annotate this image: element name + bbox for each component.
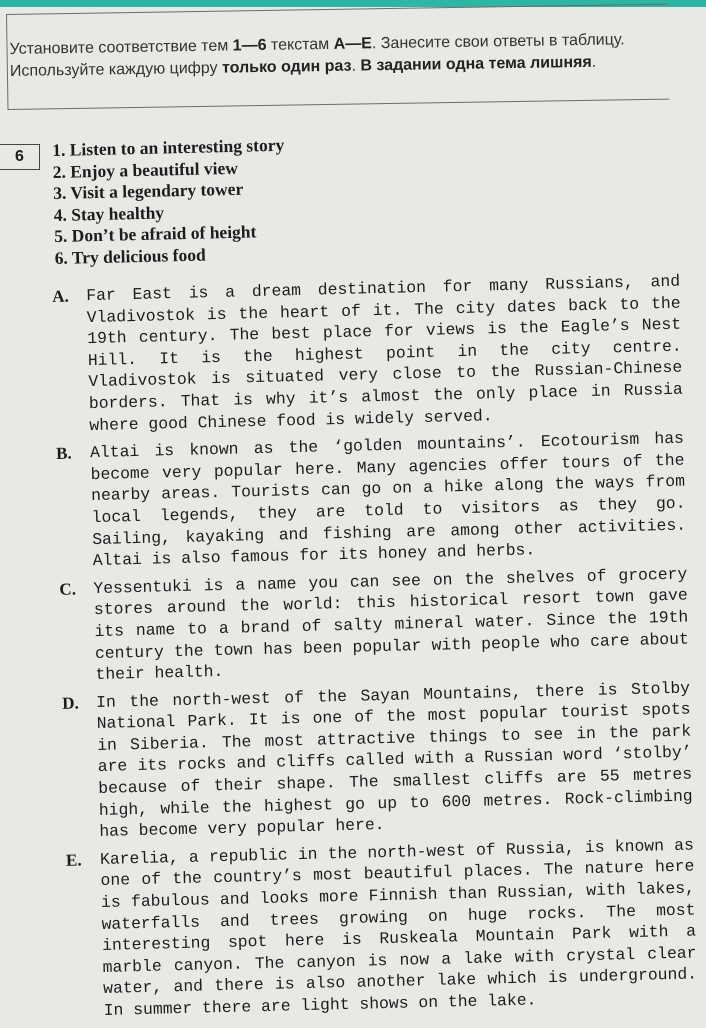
text-body: Altai is known as the ‘golden mountains’. Ecotourism has become very popular here. Many agencies offer tours of the nearby areas. Tourists can go on a hike along the ways from local legends, they are told to visitors as they go. Sailing, kayaking and fishing are among other activities. Altai is also famous for its honey and herbs. (89, 428, 687, 571)
instructions-emphasis: только один раз (221, 57, 352, 77)
text-letter: D. (61, 693, 79, 713)
task-number: 6 (0, 144, 40, 170)
topic-list (52, 135, 287, 270)
text-item-a (52, 271, 684, 437)
text-list (52, 271, 698, 1028)
topic-item: 3. Visit a legendary tower (52, 178, 244, 204)
text-range: A—E (333, 35, 373, 53)
instructions-text: текстам (266, 35, 334, 54)
instructions-box (6, 4, 669, 110)
text-item-e (66, 834, 698, 1022)
topic-item: 6. Try delicious food (54, 244, 206, 268)
text-item-d (62, 677, 694, 843)
topic-item: 1. Listen to an interesting story (52, 134, 285, 160)
instructions-text: . Занесите свои ответы в таблицу. Используйте каждую цифру (9, 31, 625, 80)
instructions-text: . (351, 57, 361, 75)
text-letter: A. (52, 286, 70, 306)
text-letter: E. (65, 850, 82, 870)
topic-item: 5. Don’t be afraid of height (53, 221, 257, 247)
text-body: Far East is a dream destination for many Russians, and Vladivostok is the heart of it. The city dates back to the 19th century. The best place for views is the Eagle’s Nest Hill. It is the highest point in the city centre. Vladivostok is situated very close to the Russian-Chinese borders. That is why it’s almost the only place in Russia where good Chinese food is widely served. (86, 271, 683, 435)
instructions-emphasis: В задании одна тема лишняя (360, 53, 592, 75)
topic-range: 1—6 (232, 36, 267, 55)
instructions-text: Установите соответствие тем (9, 37, 233, 58)
topic-item: 2. Enjoy a beautiful view (52, 157, 239, 182)
text-item-b (56, 428, 687, 573)
instructions-text: . (591, 53, 597, 71)
text-letter: B. (55, 443, 72, 464)
text-body: In the north-west of the Sayan Mountains, there is Stolby National Park. It is one of the most popular tourist spots in Siberia. The most attractive things to see in the park are its rocks and cliffs called with a Russian word ‘stolby’ because of their shape. The smallest cliffs are 55 metres high, while the highest go up to 600 metres. Rock-climbing has become very popular here. (95, 678, 693, 842)
text-body: Karelia, a republic in the north-west of Russia, is known as one of the country’s most beautiful places. The nature here is fabulous and looks more Finnish than Russian, with lakes, waterfalls and trees growing on huge rocks. The most interesting spot here is Ruskeala Mountain Park with a marble canyon. The canyon is now a lake with crystal clear water, and there is also another lake which is underground. In summer there are light shows on the lake. (99, 835, 698, 1020)
text-item-c (59, 563, 689, 686)
text-body: Yessentuki is a name you can see on the shelves of grocery stores around the world: this historical resort town gave its name to a brand of salty mineral water. Since the 19th century the town has been popular with people who care about their health. (93, 564, 690, 685)
topic-item: 4. Stay healthy (53, 202, 165, 225)
text-letter: C. (59, 579, 77, 599)
